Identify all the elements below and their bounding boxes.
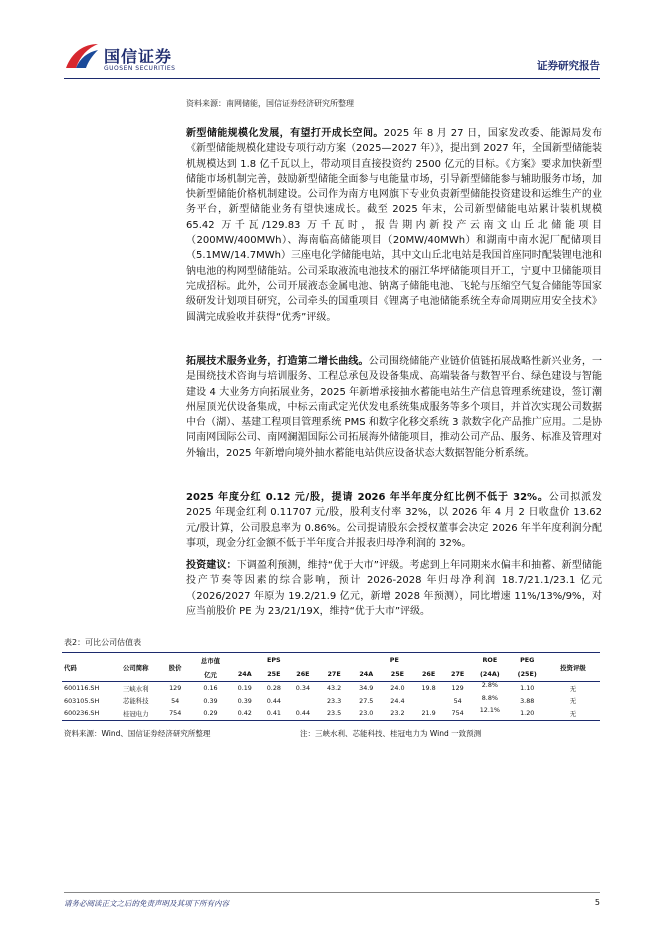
page-number: 5 — [594, 898, 600, 907]
cell-mktcap: 0.29 — [191, 707, 230, 720]
cell-roe-value: 8.8% — [481, 693, 498, 702]
header-eps-year: 27E — [317, 667, 350, 682]
cell-eps: 0.44 — [288, 707, 317, 720]
paragraph-lead: 拓展技术服务业务，打造第二增长曲线。 — [186, 356, 369, 367]
table-source-note: 资料来源：Wind、国信证券经济研究所整理 — [64, 729, 211, 738]
cell-price: 754 — [160, 707, 191, 720]
valuation-table — [62, 652, 600, 721]
paragraph-storage — [186, 126, 602, 325]
header-eps-year: 25E — [259, 667, 288, 682]
paragraph-lead: 新型储能规模化发展，有望打开成长空间。 — [186, 128, 384, 139]
cell-eps: 0.28 — [266, 684, 281, 693]
cell-name: 三峡水利 — [122, 684, 149, 693]
cell-pe: 23.3 — [326, 696, 342, 705]
paragraph-tech-services — [186, 354, 602, 461]
table-title: 表2：可比公司估值表 — [64, 638, 142, 647]
report-type-label: 证券研究报告 — [537, 60, 600, 72]
cell-peg: 1.10 — [520, 684, 535, 693]
cell-code: 603105.SH — [64, 696, 100, 705]
cell-rating: 无 — [569, 684, 577, 693]
paragraph-body: 公司拟派发 2025 年现金红利 0.11707 元/股，股利支付率 32%，以 2026 年 4 月 2 日收盘价 13.62 元/股计算，公司股息率为 0.86%。公司提请股东会授权董事会决定 2026 年半年度利润分配事项，现金分红金额不低于半年度合并报表归母净利润的 32%。 — [186, 492, 602, 549]
figure-source-note: 资料来源：南网储能，国信证券经济研究所整理 — [186, 99, 354, 108]
header-price: 股价 — [160, 653, 191, 682]
table-row — [62, 695, 600, 708]
header-pe-year: 25E — [382, 667, 413, 682]
cell-pe: 21.9 — [413, 707, 444, 720]
cell-pe: 23.2 — [382, 707, 413, 720]
header-name: 公司简称 — [112, 653, 160, 682]
header-divider — [64, 78, 600, 79]
logo-text-cn: 国信证券 — [104, 47, 173, 66]
cell-pe-extra: 54 — [453, 696, 462, 705]
cell-price: 129 — [169, 684, 182, 693]
cell-eps: 0.39 — [237, 696, 252, 705]
cell-name: 桂冠电力 — [112, 707, 160, 720]
header-mktcap-unit: 亿元 — [191, 667, 230, 682]
page-header — [0, 0, 662, 90]
cell-pe: 19.8 — [421, 684, 436, 693]
paragraph-body: 2025 年 8 月 27 日，国家发改委、能源局发布《新型储能规模化建设专项行动方案（2025—2027 年）》，提出到 2027 年，全国新型储能装机规模达到 1.8 亿千瓦以上，带动项目直接投资约 2500 亿元的目标。《方案》要求加快新型储能市场机制完善，鼓励新型储能全面参与电能量市场，引导新型储能参与辅助服务市场，加快新型储能价格机制建设。公司作为南方电网旗下专业负责新型储能投资建设和运维生产的业务平台，新型储能业务有望快速成长。截至 2025 年末，公司新型储能电站累计装机规模 65.42 万千瓦/129.83 万千瓦时，报告期内新投产云南文山丘北储能项目（200MW/400MWh）、海南临高储能项目（20MW/40MWh）和湖南中南水泥厂配储项目（5.1MW/14.7MWh）三座电化学储能电站，其中文山丘北电站是我国首座同时配装锂电池和钠电池的构网型储能站。公司采取液流电池技术的丽江华坪储能项目开工，宁夏中卫储能项目完成招标。此外，公司开展液态金属电池、钠离子储能电池、飞轮与压缩空气复合储能等国家级研发计划项目研究，公司牵头的国重项目《锂离子电池储能系统全寿命周期应用安全技术》圆满完成验收并获得“优秀”评级。 — [186, 128, 602, 323]
paragraph-dividend — [186, 490, 602, 551]
cell-pe: 43.2 — [326, 684, 342, 693]
cell-name: 芯能科技 — [122, 697, 149, 706]
cell-peg: 3.88 — [520, 696, 535, 705]
cell-price: 54 — [171, 696, 180, 705]
cell-eps: 0.34 — [295, 684, 311, 693]
cell-eps: 0.41 — [259, 707, 288, 720]
header-rating: 投资评级 — [546, 653, 600, 682]
header-pe: PE — [317, 653, 471, 668]
header-pe-year: 24A — [351, 667, 382, 682]
cell-rating: 无 — [546, 707, 600, 720]
cell-rating: 无 — [569, 697, 577, 706]
header-roe-year: (24A) — [471, 667, 508, 682]
cell-pe: 34.9 — [359, 684, 374, 693]
cell-roe-value: 2.8% — [481, 681, 498, 690]
cell-roe — [471, 707, 508, 720]
cell-roe — [471, 682, 508, 695]
cell-eps: 0.19 — [237, 684, 252, 693]
table-row — [62, 682, 600, 695]
cell-eps: 0.42 — [230, 707, 259, 720]
cell-eps — [288, 695, 317, 708]
paragraph-lead: 投资建议： — [186, 560, 237, 571]
paragraph-lead: 2025 年度分红 0.12 元/股，提请 2026 年半年度分红比例不低于 32%。 — [186, 492, 549, 503]
cell-pe: 23.5 — [317, 707, 350, 720]
header-peg-year: (25E) — [509, 667, 546, 682]
cell-peg: 1.20 — [509, 707, 546, 720]
cell-pe: 27.5 — [359, 696, 374, 705]
disclaimer-text: 请务必阅读正文之后的免责声明及其项下所有内容 — [64, 899, 229, 908]
cell-code: 600116.SH — [64, 684, 100, 693]
footer-divider — [64, 892, 600, 893]
header-peg: PEG — [509, 653, 546, 668]
guosen-logo — [64, 38, 194, 78]
cell-pe: 24.0 — [390, 684, 405, 693]
cell-roe-value: 12.1% — [479, 706, 500, 715]
header-pe-year: 27E — [444, 667, 471, 682]
table-footnote: 注：三峡水利、芯能科技、桂冠电力为 Wind 一致预测 — [300, 729, 482, 738]
cell-code: 600236.SH — [62, 707, 112, 720]
cell-pe: 24.4 — [390, 696, 405, 705]
cell-pe — [413, 695, 444, 708]
header-roe: ROE — [471, 653, 508, 668]
cell-pe: 23.0 — [351, 707, 382, 720]
table-row — [62, 707, 600, 720]
logo-text-en: GUOSEN SECURITIES — [104, 65, 176, 72]
header-pe-year: 26E — [413, 667, 444, 682]
paragraph-body: 下调盈利预测，维持“优于大市”评级。考虑到上年同期来水偏丰和抽蓄、新型储能投产节奏等因素的综合影响，预计 2026-2028 年归母净利润 18.7/21.1/23.1 亿元（2026/2027 年原为 19.2/21.9 亿元，新增 2028 年预测），同比增速 11%/13%/9%，对应当前股价 PE 为 23/21/19X，维持“优于大市”评级。 — [186, 560, 602, 617]
cell-eps: 0.44 — [266, 696, 281, 705]
header-eps: EPS — [230, 653, 317, 668]
paragraph-investment-advice — [186, 558, 602, 619]
header-eps-year: 26E — [288, 667, 317, 682]
cell-pe-extra: 754 — [444, 707, 471, 720]
header-mktcap: 总市值 — [191, 653, 230, 668]
cell-pe-extra: 129 — [451, 684, 464, 693]
cell-mktcap: 0.39 — [203, 696, 218, 705]
guosen-logo-icon — [64, 42, 100, 72]
header-eps-year: 24A — [230, 667, 259, 682]
cell-mktcap: 0.16 — [203, 684, 218, 693]
paragraph-body: 公司围绕储能产业链价值链拓展战略性新兴业务，一是围绕技术咨询与培训服务、工程总承包及设备集成、高端装备与数智平台、绿色建设与智能建设 4 大业务方向拓展业务，2025 年新增承接抽水蓄能电站生产信息管理系统建设，签订潮州屋顶光伏设备集成，中标云南武定光伏发电系统集成服务等多个项目，并首次实现公司数据中台（湖）、基建工程项目管理系统 PMS 和数字化移交系统 3 款数字化产品推广应用。二是协同南网国际公司、南网澜湄国际公司拓展海外储能项目，推动公司产品、服务、标准及管理对外输出，2025 年新增向境外抽水蓄能电站供应设备状态大数据智能分析系统。 — [186, 356, 603, 459]
header-code: 代码 — [62, 653, 112, 682]
